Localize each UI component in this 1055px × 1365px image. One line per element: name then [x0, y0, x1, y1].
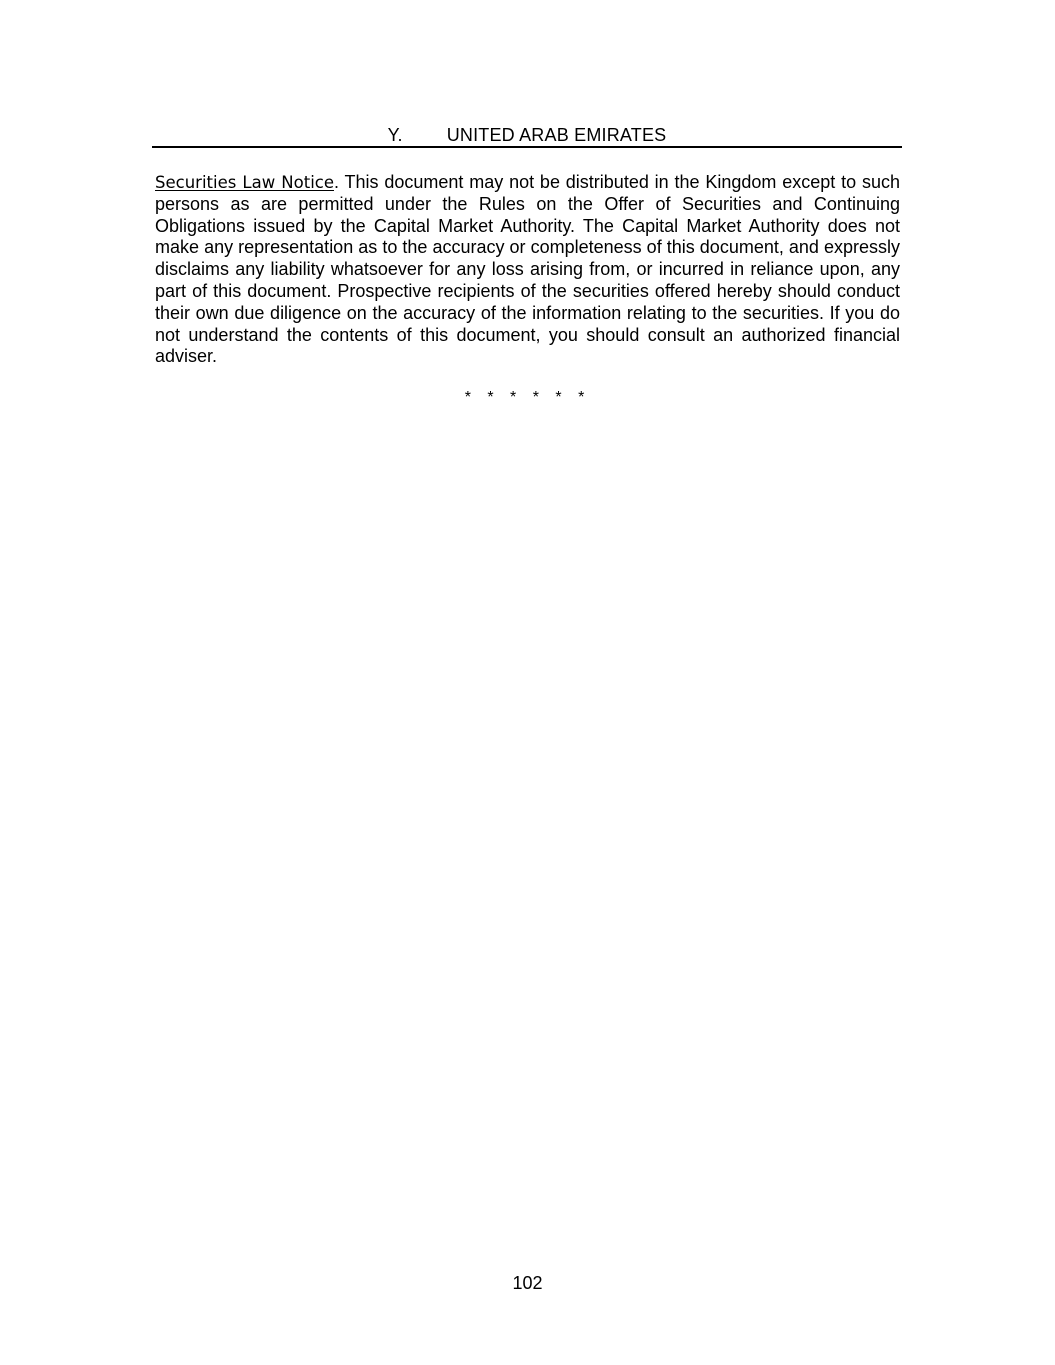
- section-heading: [152, 124, 902, 148]
- section-separator: * * * * * *: [464, 389, 591, 406]
- notice-body-text: . This document may not be distributed in the Kingdom except to such persons as are permitted under the Rules on the Offer of Securities and Continuing Obligations issued by the Capital Market Authority. The Capital Market Authority does not make any representation as to the accuracy or completeness of this document, and expressly disclaims any liability whatsoever for any loss arising from, or incurred in reliance upon, any part of this document. Prospective recipients of the securities offered hereby should conduct their own due diligence on the accuracy of the information relating to the securities. If you do not understand the contents of this document, you should consult an authorized financial adviser.: [155, 172, 900, 367]
- page-number: 102: [512, 1273, 543, 1293]
- notice-lead-heading: Securities Law Notice: [155, 173, 334, 192]
- section-letter: Y.: [387, 125, 403, 145]
- securities-law-notice-paragraph: [155, 172, 900, 368]
- section-title: UNITED ARAB EMIRATES: [446, 125, 667, 145]
